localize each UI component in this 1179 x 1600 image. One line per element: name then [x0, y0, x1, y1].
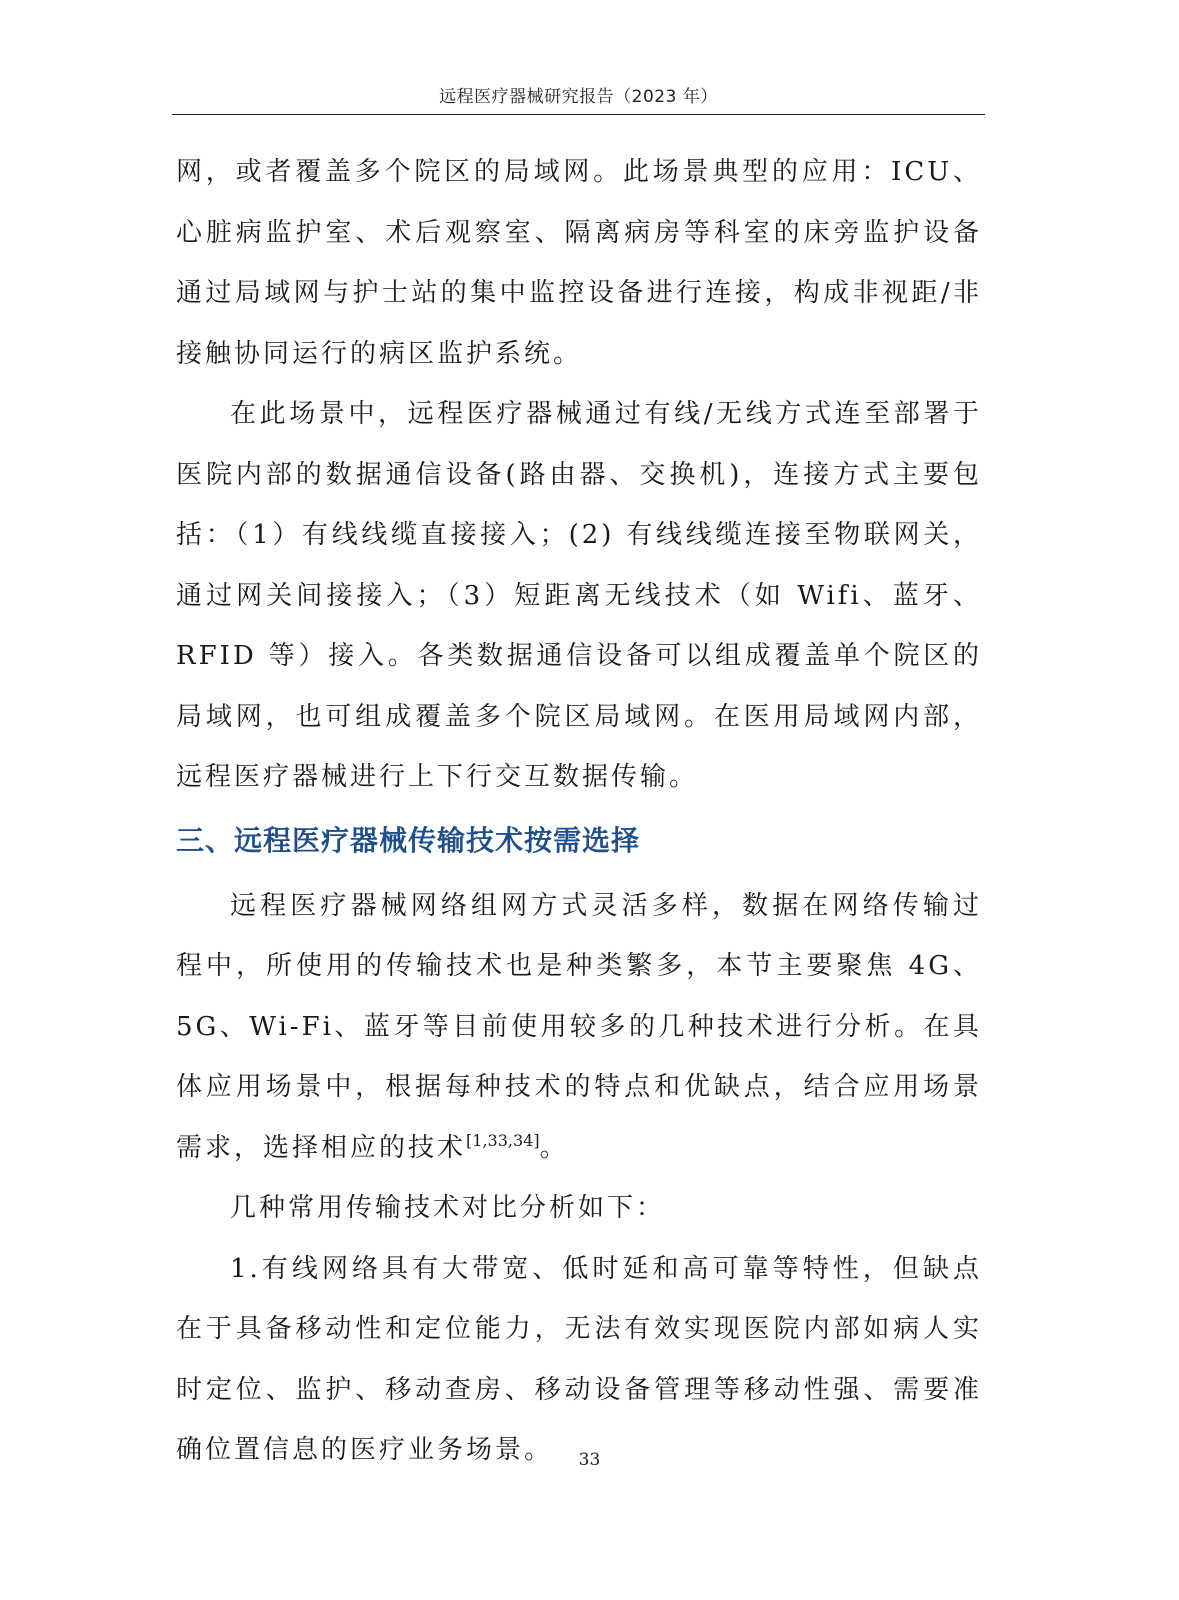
body-content: [176, 142, 982, 1481]
section-heading: 三、远程医疗器械传输技术按需选择: [176, 823, 641, 857]
citation-ref: [1,33,34]: [466, 1130, 540, 1150]
paragraph-3: [176, 876, 982, 1179]
header-divider: [172, 114, 985, 115]
paragraph-4: 几种常用传输技术对比分析如下：: [230, 1193, 666, 1223]
running-header: 远程医疗器械研究报告（2023 年）: [439, 87, 718, 107]
paragraph-3-end: 。: [539, 1132, 569, 1163]
paragraph-1: 网，或者覆盖多个院区的局域网。此场景典型的应用：ICU、心脏病监护室、术后观察室、隔离病房等科室的床旁监护设备通过局域网与护士站的集中监控设备进行连接，构成非视距/非接触协同运行的病区监护系统。: [176, 157, 982, 369]
paragraph-2: 在此场景中，远程医疗器械通过有线/无线方式连至部署于医院内部的数据通信设备(路由器、交换机)，连接方式主要包括：（1）有线线缆直接接入；(2) 有线线缆连接至物联网关，通过网关间接接入；（3）短距离无线技术（如 Wifi、蓝牙、RFID 等）接入。各类数据通信设备可以组成覆盖单个院区的局域网，也可组成覆盖多个院区局域网。在医用局域网内部，远程医疗器械进行上下行交互数据传输。: [176, 399, 982, 792]
paragraph-5: 1.有线网络具有大带宽、低时延和高可靠等特性，但缺点在于具备移动性和定位能力，无法有效实现医院内部如病人实时定位、监护、移动查房、移动设备管理等移动性强、需要准确位置信息的医疗业务场景。: [176, 1253, 982, 1465]
page-number: 33: [578, 1450, 601, 1470]
paragraph-3-text: 远程医疗器械网络组网方式灵活多样，数据在网络传输过程中，所使用的传输技术也是种类繁多，本节主要聚焦 4G、5G、Wi-Fi、蓝牙等目前使用较多的几种技术进行分析。在具体应用场景中，根据每种技术的特点和优缺点，结合应用场景需求，选择相应的技术: [176, 890, 982, 1163]
